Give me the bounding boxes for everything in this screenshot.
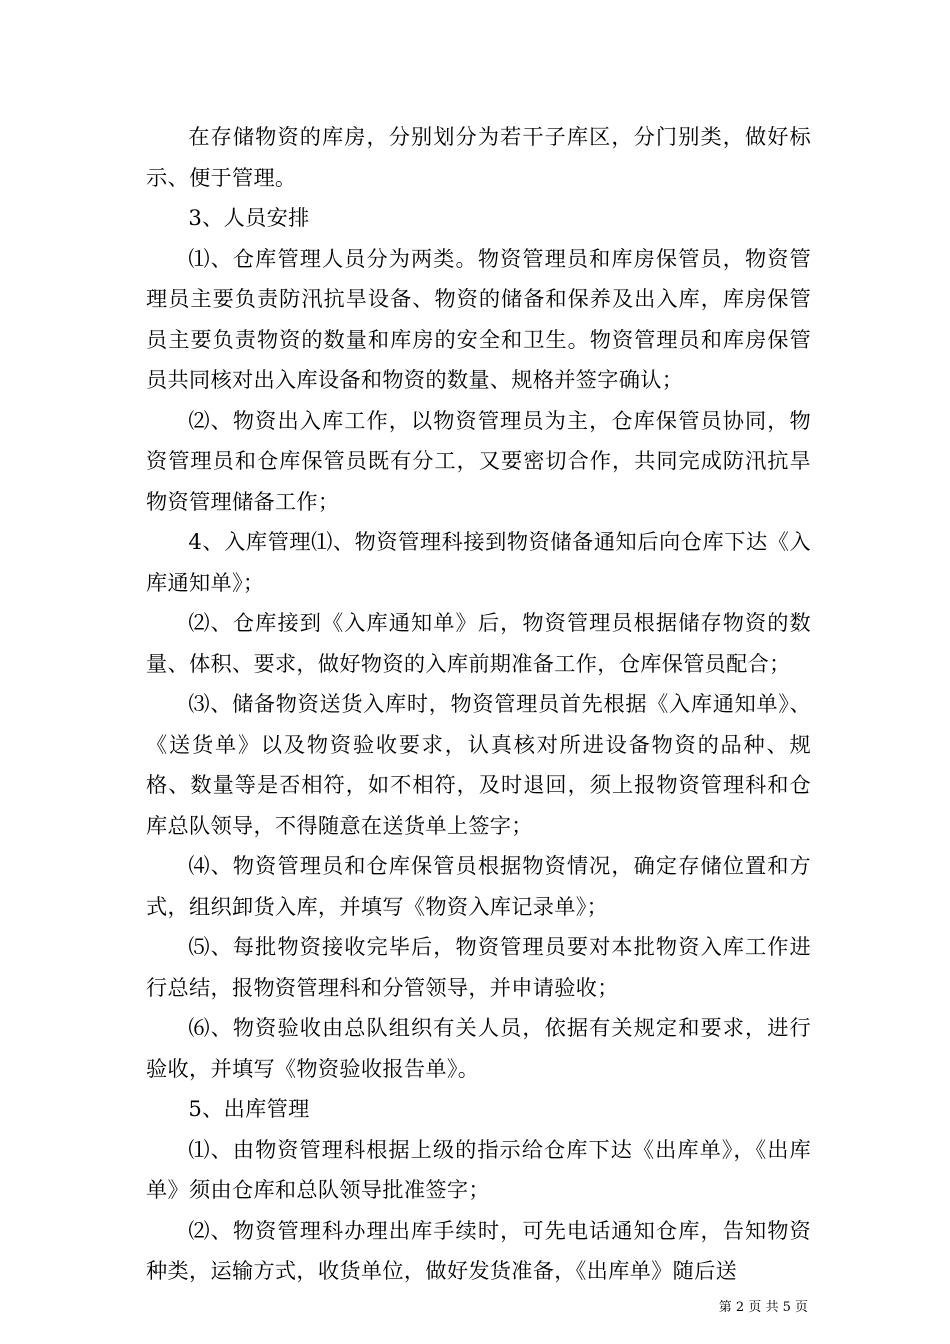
paragraph-staff-types: ⑴、仓库管理人员分为两类。物资管理员和库房保管员，物资管理员主要负责防汛抗旱设备、物资的储备和保养及出入库，库房保管员主要负责物资的数量和库房的安全和卫生。物资管理员和库房保管员共同核对出入库设备和物资的数量、规格并签字确认； bbox=[146, 245, 811, 392]
page-number-footer: 第 2 页 共 5 页 bbox=[718, 1300, 808, 1315]
paragraph-inbound-record: ⑷、物资管理员和仓库保管员根据物资情况，确定存储位置和方式，组织卸货入库，并填写《物资入库记录单》； bbox=[146, 853, 811, 919]
paragraph-outbound-order: ⑴、由物资管理科根据上级的指示给仓库下达《出库单》，《出库单》须由仓库和总队领导批准签字； bbox=[146, 1136, 811, 1202]
paragraph-storage-zones: 在存储物资的库房，分别划分为若干子库区，分门别类，做好标示、便于管理。 bbox=[146, 124, 811, 190]
paragraph-inbound-preparation: ⑵、仓库接到《入库通知单》后，物资管理员根据储存物资的数量、体积、要求，做好物资的入库前期准备工作，仓库保管员配合； bbox=[146, 610, 811, 676]
heading-staff-arrangement: 3、人员安排 bbox=[188, 205, 310, 230]
paragraph-inbound-acceptance: ⑹、物资验收由总队组织有关人员，依据有关规定和要求，进行验收，并填写《物资验收报告单》。 bbox=[146, 1015, 811, 1081]
heading-outbound-management: 5、出库管理 bbox=[188, 1096, 310, 1121]
paragraph-staff-cooperation: ⑵、物资出入库工作，以物资管理员为主，仓库保管员协同，物资管理员和仓库保管员既有分工，又要密切合作，共同完成防汛抗旱物资管理储备工作； bbox=[146, 407, 811, 514]
document-body bbox=[146, 117, 811, 1292]
paragraph-inbound-summary: ⑸、每批物资接收完毕后，物资管理员要对本批物资入库工作进行总结，报物资管理科和分管领导，并申请验收； bbox=[146, 934, 811, 1000]
paragraph-inbound-check: ⑶、储备物资送货入库时，物资管理员首先根据《入库通知单》、《送货单》以及物资验收要求，认真核对所进设备物资的品种、规格、数量等是否相符，如不相符，及时退回，须上报物资管理科和仓库总队领导，不得随意在送货单上签字； bbox=[146, 691, 811, 838]
paragraph-inbound-notice: 4、入库管理⑴、物资管理科接到物资储备通知后向仓库下达《入库通知单》； bbox=[146, 529, 811, 595]
paragraph-outbound-procedure: ⑵、物资管理科办理出库手续时，可先电话通知仓库，告知物资种类，运输方式，收货单位，做好发货准备，《出库单》随后送 bbox=[146, 1217, 811, 1283]
